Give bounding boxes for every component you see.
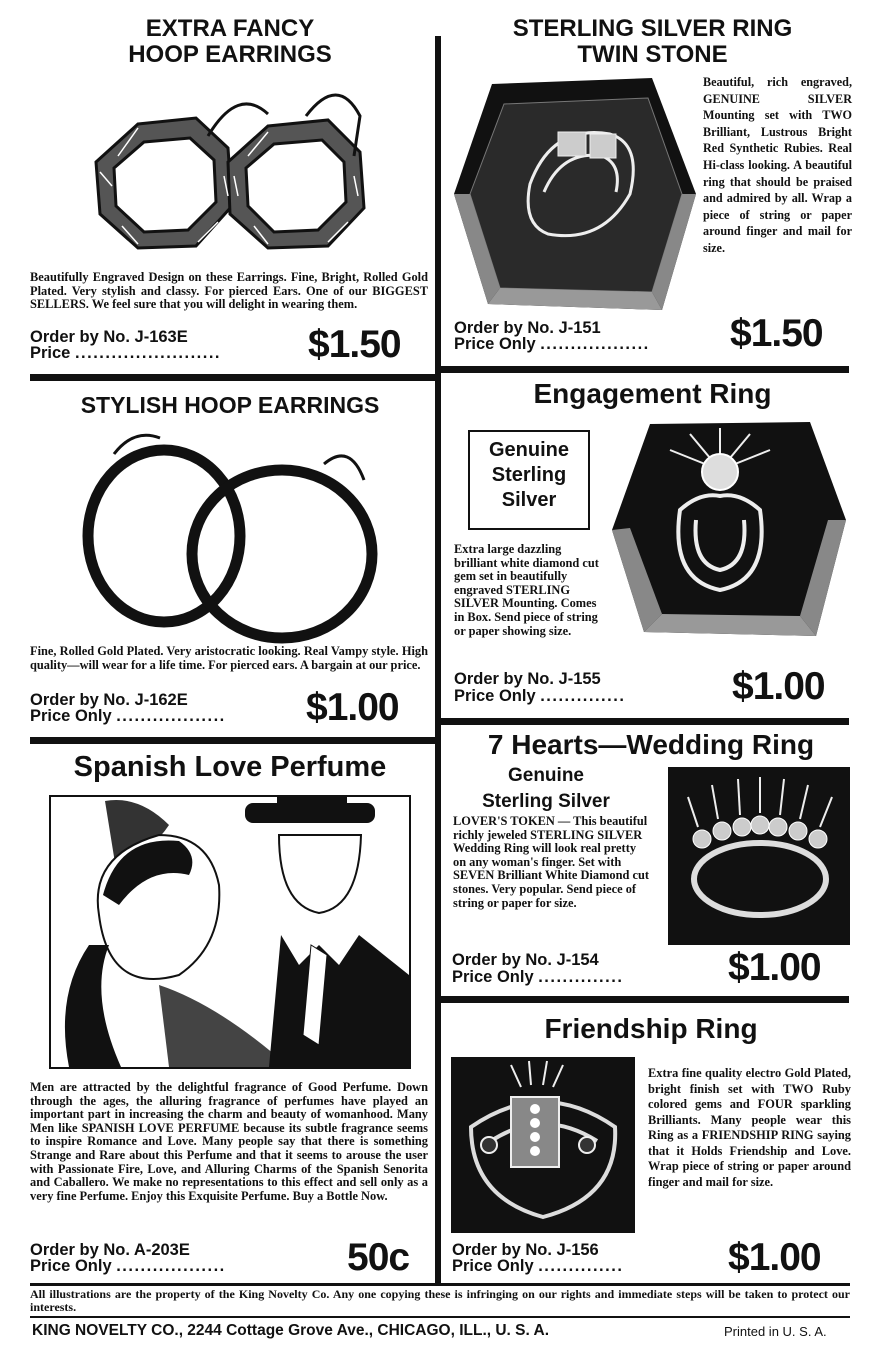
title-line-1: STERLING SILVER RING bbox=[512, 15, 793, 42]
subtitle-line-2: Sterling Silver bbox=[482, 791, 610, 812]
price-label-row bbox=[30, 1258, 226, 1275]
leader-dots: .............. bbox=[538, 968, 624, 986]
title-line-2: HOOP EARRINGS bbox=[128, 40, 332, 68]
friendship-ring-illustration bbox=[451, 1057, 635, 1233]
price-label: Price Only bbox=[454, 335, 536, 353]
divider-left-2 bbox=[30, 737, 435, 744]
price-label-row bbox=[454, 336, 650, 353]
leader-dots: ........................ bbox=[74, 344, 221, 362]
title-line-1: EXTRA FANCY bbox=[145, 15, 315, 42]
price-label: Price Only bbox=[452, 1257, 534, 1275]
price-label-row bbox=[452, 1258, 623, 1275]
ad-title bbox=[60, 16, 400, 68]
ad-title: Engagement Ring bbox=[533, 378, 772, 409]
price-label: Price Only bbox=[30, 707, 112, 725]
ad-description: Extra fine quality electro Gold Plated, bright finish set with TWO Ruby colored gems and FOUR sparkling Brilliants. Many people wear this Ring as a FRIENDSHIP RING saying that it Holds Friendship and Love. Wrap piece of string or paper around finger and mail for size. bbox=[648, 1066, 851, 1189]
ad-description: Men are attracted by the delightful fragrance of Good Perfume. Down through the ages, the alluring fragrance of perfumes have played an important part in increasing the charm and beauty of womanhood. Many Men like SPANISH LOVE PERFUME because its subtle fragrance seems to inspire Romance and Love. Many people say that there is something Strange and Rare about this Perfume and that it seems to arouse the user with Passionate Fire, Love, and Alluring Charms of the Spanish Senorita and Caballero. We make no representations to this effect and sell only as a very fine Perfume. Enjoy this Exquisite Perfume. Buy a Bottle Now. bbox=[30, 1080, 428, 1203]
copyright-notice: All illustrations are the property of the King Novelty Co. Any one copying these is infringing on our rights and immediate steps will be taken to protect our interests. bbox=[30, 1287, 850, 1314]
stylish-hoop-earrings-illustration bbox=[74, 424, 384, 646]
center-divider bbox=[435, 36, 441, 1284]
leader-dots: .............. bbox=[540, 687, 626, 705]
leader-dots: .................. bbox=[116, 707, 226, 725]
price-label-row bbox=[454, 688, 625, 705]
price-label: Price Only bbox=[30, 1257, 112, 1275]
badge-line-1: Genuine bbox=[488, 439, 569, 461]
ad-title: STYLISH HOOP EARRINGS bbox=[80, 392, 380, 418]
divider-right-1 bbox=[441, 366, 849, 373]
price-label: Price bbox=[30, 344, 71, 362]
order-number: Order by No. J-156 bbox=[452, 1241, 599, 1259]
title-line-2: TWIN STONE bbox=[577, 40, 728, 68]
divider-right-3 bbox=[441, 996, 849, 1003]
price-value: $1.00 bbox=[728, 1236, 821, 1279]
genuine-sterling-silver-badge bbox=[468, 430, 590, 530]
footer-rule-top bbox=[30, 1283, 850, 1286]
ad-title bbox=[460, 16, 845, 68]
price-value: $1.50 bbox=[730, 312, 823, 355]
price-label-row bbox=[30, 345, 221, 362]
leader-dots: .................. bbox=[116, 1257, 226, 1275]
order-number: Order by No. J-154 bbox=[452, 951, 599, 969]
leader-dots: .............. bbox=[538, 1257, 624, 1275]
subtitle-line-1: Genuine bbox=[507, 765, 584, 786]
price-value: $1.00 bbox=[732, 665, 825, 708]
ad-title: 7 Hearts—Wedding Ring bbox=[487, 729, 815, 760]
ad-description: Beautiful, rich engraved, GENUINE SILVER Mounting set with TWO Brilliant, Lustrous Bright Red Synthetic Rubies. Real Hi-class looking. A beautiful ring that should be praised and admired by all. Wrap a piece of string or paper around finger and mail for size. bbox=[703, 75, 852, 255]
leader-dots: .................. bbox=[540, 335, 650, 353]
badge-line-3: Silver bbox=[501, 489, 557, 511]
ad-description: Beautifully Engraved Design on these Earrings. Fine, Bright, Rolled Gold Plated. Very stylish and classy. For pierced Ears. One of our BIGGEST SELLERS. We feel sure that you will delight in wearing them. bbox=[30, 270, 428, 312]
couple-illustration bbox=[49, 795, 411, 1069]
footer-rule-bottom bbox=[30, 1316, 850, 1318]
engagement-ring-box-illustration bbox=[610, 420, 850, 638]
divider-right-2 bbox=[441, 718, 849, 725]
order-number: Order by No. J-151 bbox=[454, 319, 601, 337]
order-number: Order by No. J-155 bbox=[454, 670, 601, 688]
price-value: 50c bbox=[347, 1236, 410, 1279]
divider-left-1 bbox=[30, 374, 435, 381]
ad-subtitle bbox=[456, 763, 636, 815]
company-address: KING NOVELTY CO., 2244 Cottage Grove Ave., CHICAGO, ILL., U. S. A. bbox=[32, 1322, 550, 1339]
price-label-row bbox=[452, 969, 623, 986]
ad-title: Spanish Love Perfume bbox=[73, 751, 387, 783]
ad-title: Friendship Ring bbox=[544, 1013, 758, 1044]
order-number: Order by No. J-162E bbox=[30, 691, 188, 709]
price-label: Price Only bbox=[454, 687, 536, 705]
order-number: Order by No. J-163E bbox=[30, 328, 188, 346]
price-value: $1.50 bbox=[308, 323, 401, 366]
price-label-row bbox=[30, 708, 226, 725]
badge-line-2: Sterling bbox=[491, 464, 567, 486]
wedding-ring-illustration bbox=[668, 767, 850, 945]
ad-description: Extra large dazzling brilliant white diamond cut gem set in beautifully engraved STERLING SILVER Mounting. Comes in Box. Send piece of string or paper showing size. bbox=[454, 542, 599, 638]
order-number: Order by No. A-203E bbox=[30, 1241, 190, 1259]
fancy-hoop-earrings-illustration bbox=[78, 76, 378, 266]
price-value: $1.00 bbox=[728, 946, 821, 989]
printed-in-usa: Printed in U. S. A. bbox=[724, 1324, 827, 1339]
price-value: $1.00 bbox=[306, 686, 399, 729]
ad-description: Fine, Rolled Gold Plated. Very aristocratic looking. Real Vampy style. High quality—will wear for a life time. For pierced ears. A bargain at our price. bbox=[30, 644, 428, 672]
ad-description: LOVER'S TOKEN — This beautiful richly jeweled STERLING SILVER Wedding Ring will look real pretty on any woman's finger. Set with SEVEN Brilliant White Diamond cut stones. Very popular. Send piece of string or paper for size. bbox=[453, 814, 649, 910]
price-label: Price Only bbox=[452, 968, 534, 986]
twin-stone-ring-box-illustration bbox=[452, 74, 698, 312]
